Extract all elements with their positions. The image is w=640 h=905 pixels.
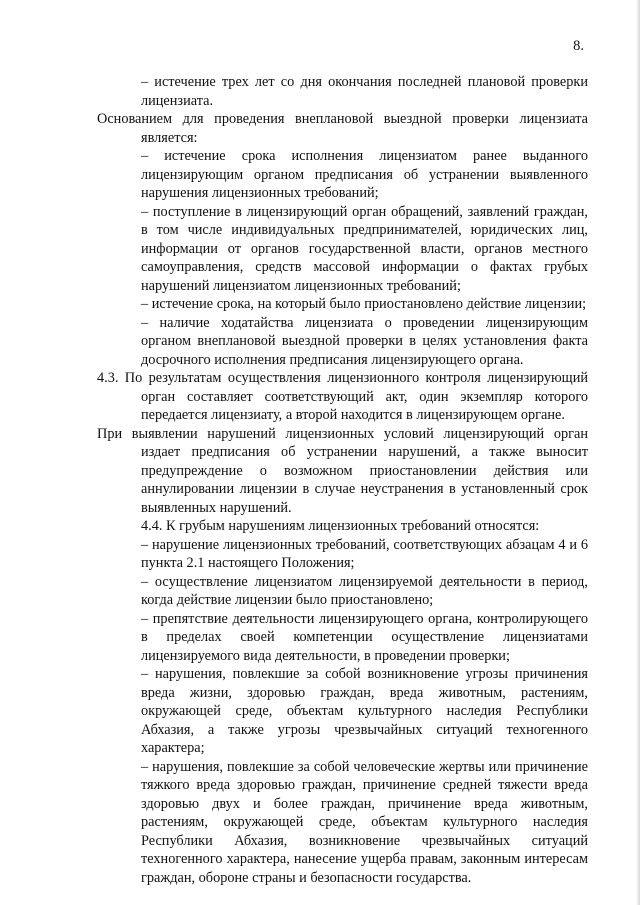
paragraph: При выявлении нарушений лицензионных условий лицензирующий орган издает предписания об устранении нарушений, а также выносит предупреждение о возможном приостановлении действия или аннулировании лицензии в случае неустранения в установленный срок выявленных нарушений. [97,425,588,516]
paragraph: – нарушение лицензионных требований, соответствующих абзацам 4 и 6 пункта 2.1 настоящего Положения; [141,536,588,571]
scan-edge-shadow [636,0,640,905]
paragraph: – поступление в лицензирующий орган обращений, заявлений граждан, в том числе индивидуальных предпринимателей, юридических лиц, информации от органов государственной власти, органов местного самоуправления, средств массовой информации о фактах грубых нарушений лицензиатом лицензионных требований; [141,203,588,294]
paragraph: – препятствие деятельности лицензирующего органа, контролирующего в пределах своей компетенции осуществление лицензиатами лицензируемого вида деятельности, в проведении проверки; [141,610,588,664]
paragraph: – истечение срока, на который было приостановлено действие лицензии; [141,296,587,312]
document-body [97,73,588,887]
paragraph: – осуществление лицензиатом лицензируемой деятельности в период, когда действие лицензии было приостановлено; [141,573,588,608]
paragraph: 4.3. По результатам осуществления лицензионного контроля лицензирующий орган составляет соответствующий акт, один экземпляр которого передается лицензиату, а второй находится в лицензирующем органе. [97,370,588,423]
paragraph: – истечение трех лет со дня окончания последней плановой проверки лицензиата. [141,74,588,109]
paragraph: – нарушения, повлекшие за собой человеческие жертвы или причинение тяжкого вреда здоровью граждан, причинение средней тяжести вреда здоровью двух и более граждан, причинение вреда животным, растениям, окружающей среде, объектам культурного наследия Республики Абхазия, возникновение чрезвычайных ситуаций техногенного характера, нанесение ущерба правам, законным интересам граждан, обороне страны и безопасности государства. [141,758,588,886]
paragraph: – наличие ходатайства лицензиата о проведении лицензирующим органом внеплановой выездной проверки в целях установления факта досрочного исполнения предписания лицензирующего органа. [141,314,588,368]
paragraph: – нарушения, повлекшие за собой возникновение угрозы причинения вреда жизни, здоровью граждан, вреда животным, растениям, окружающей среде, объектам культурного наследия Республики Абхазия, а также угрозы чрезвычайных ситуаций техногенного характера; [141,666,588,756]
paragraph: Основанием для проведения внеплановой выездной проверки лицензиата является: [97,111,588,146]
paragraph: 4.4. К грубым нарушениям лицензионных требований относятся: [141,518,540,534]
page-number: 8. [573,38,584,54]
paragraph: – истечение срока исполнения лицензиатом ранее выданного лицензирующим органом предписания об устранении выявленного нарушения лицензионных требований; [141,148,588,201]
